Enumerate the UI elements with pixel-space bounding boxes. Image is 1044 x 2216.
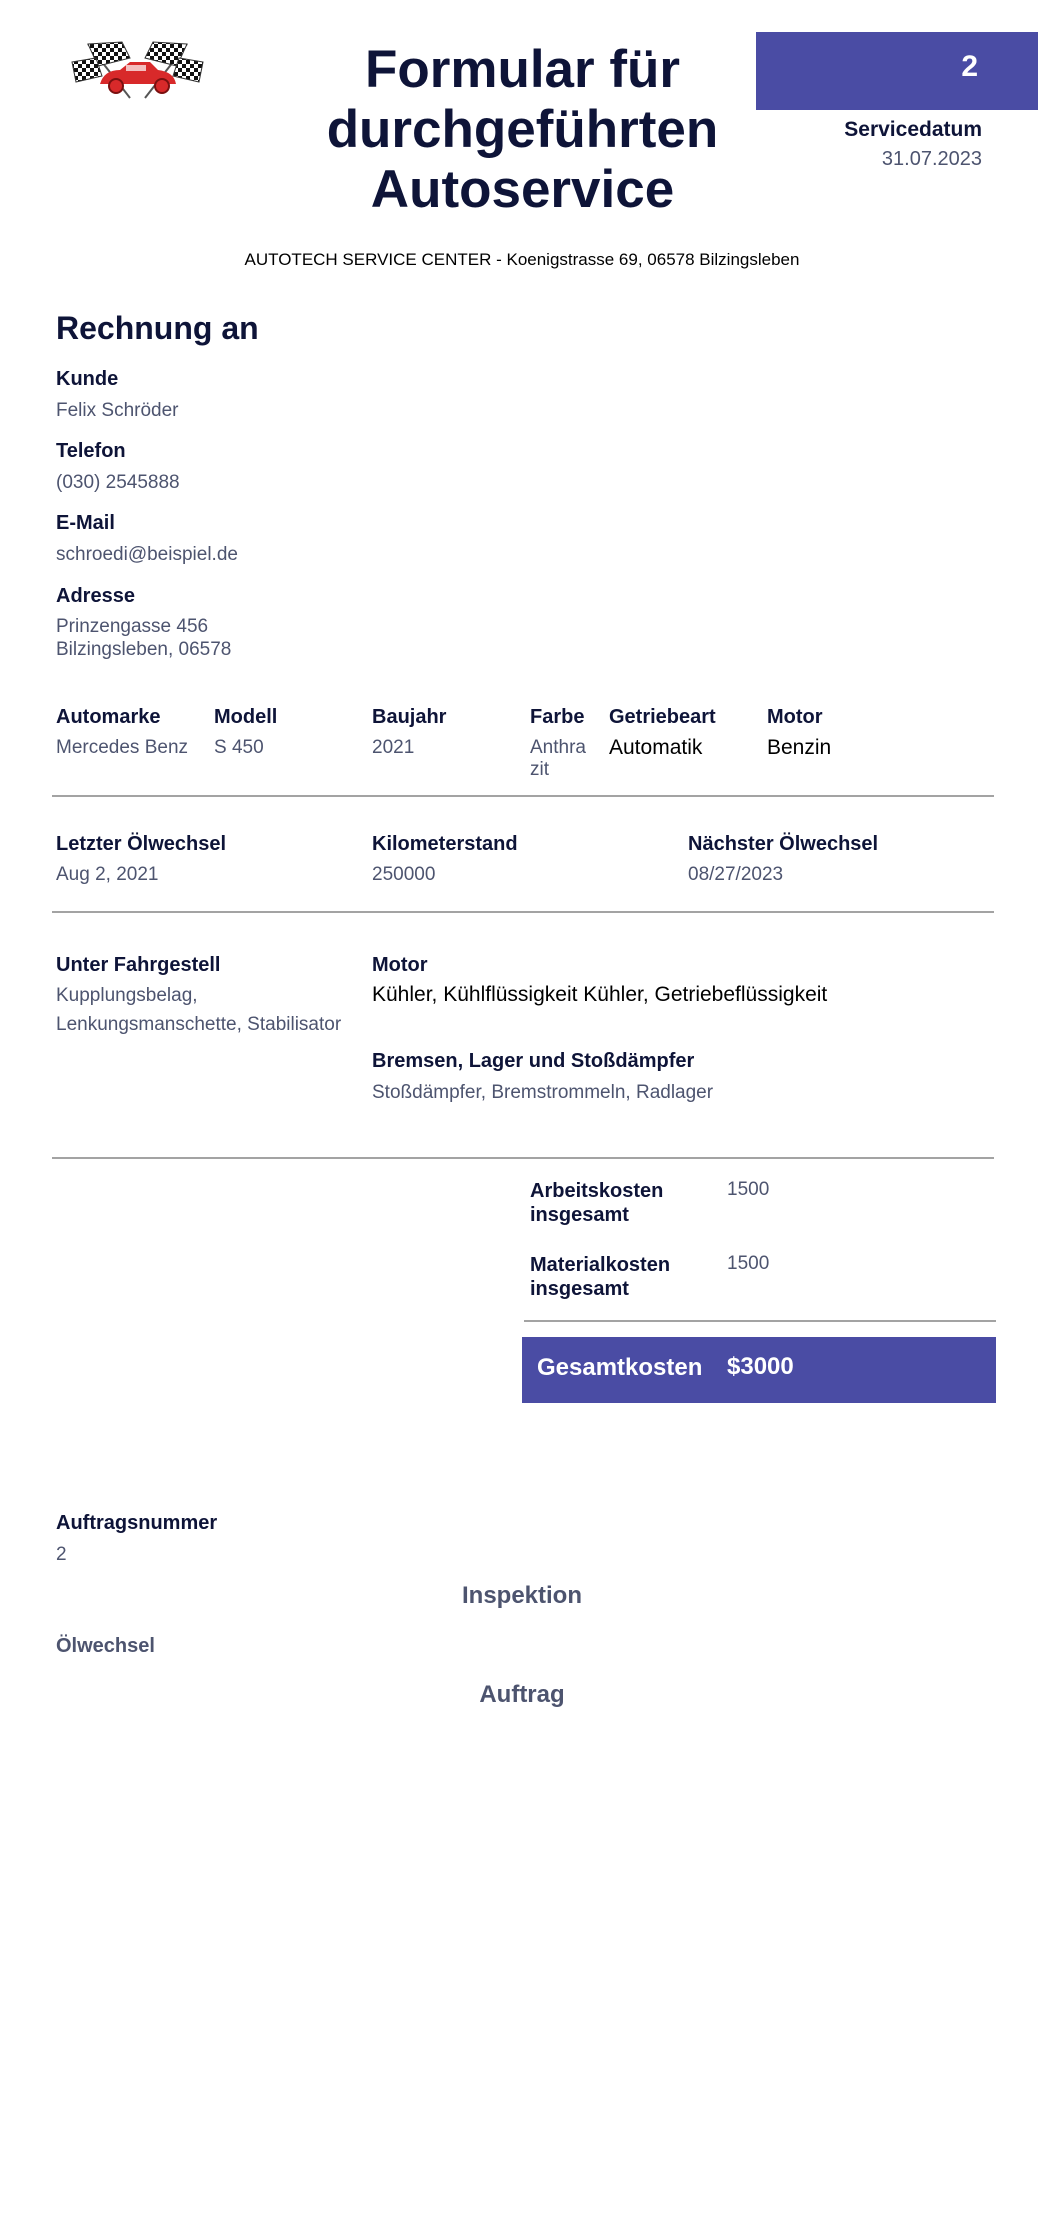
brake-services-value: Stoßdämpfer, Bremstrommeln, Radlager bbox=[372, 1082, 714, 1103]
last-oil-change bbox=[56, 833, 226, 886]
material-cost-label-line-2: insgesamt bbox=[530, 1278, 629, 1300]
last-oil-change-value: Aug 2, 2021 bbox=[56, 864, 159, 885]
vehicle-year-value: 2021 bbox=[372, 737, 415, 758]
company-address-line: AUTOTECH SERVICE CENTER - Koenigstrasse 69, 06578 Bilzingsleben bbox=[244, 250, 800, 269]
labor-cost-label bbox=[530, 1179, 663, 1227]
chassis-label: Unter Fahrgestell bbox=[56, 954, 221, 976]
mileage bbox=[372, 833, 518, 886]
vehicle-make bbox=[56, 706, 188, 759]
phone-value: (030) 2545888 bbox=[56, 472, 180, 493]
vehicle-model bbox=[214, 706, 277, 759]
customer-label: Kunde bbox=[56, 368, 119, 390]
order-heading: Auftrag bbox=[479, 1681, 565, 1708]
divider bbox=[524, 1320, 996, 1322]
vehicle-transmission-value: Automatik bbox=[609, 736, 703, 759]
engine-services-value: Kühler, Kühlflüssigkeit Kühler, Getriebeflüssigkeit bbox=[372, 983, 828, 1006]
vehicle-engine-value: Benzin bbox=[767, 736, 832, 759]
material-cost-value: 1500 bbox=[727, 1253, 770, 1274]
order-number-label: Auftragsnummer bbox=[56, 1512, 218, 1534]
engine-services-label: Motor bbox=[372, 954, 428, 976]
inspection-heading: Inspektion bbox=[461, 1582, 582, 1609]
phone-label: Telefon bbox=[56, 440, 126, 462]
service-date-label: Servicedatum bbox=[844, 118, 982, 141]
address-line-2: Bilzingsleben, 06578 bbox=[56, 639, 232, 660]
vehicle-transmission-label: Getriebeart bbox=[609, 706, 716, 728]
vehicle-model-value: S 450 bbox=[214, 737, 264, 758]
vehicle-year bbox=[372, 706, 446, 759]
service-date-value: 31.07.2023 bbox=[881, 148, 982, 170]
material-cost-label-line-1: Materialkosten bbox=[530, 1254, 671, 1276]
mileage-value: 250000 bbox=[372, 864, 436, 885]
order-number-value: 2 bbox=[56, 1544, 67, 1565]
address-line-1: Prinzengasse 456 bbox=[56, 616, 209, 637]
vehicle-make-value: Mercedes Benz bbox=[56, 737, 189, 758]
vehicle-color-value-2: zit bbox=[530, 759, 549, 780]
customer-value: Felix Schröder bbox=[56, 400, 179, 421]
total-cost-bar bbox=[522, 1337, 996, 1403]
form-number-badge: 2 bbox=[756, 32, 1038, 110]
chassis-value-2: Lenkungsmanschette, Stabilisator bbox=[56, 1014, 342, 1035]
vehicle-color bbox=[530, 706, 586, 781]
brake-services bbox=[372, 1050, 713, 1104]
bill-to-heading: Rechnung an bbox=[56, 310, 259, 346]
email-value: schroedi@beispiel.de bbox=[56, 544, 238, 565]
chassis-services bbox=[56, 954, 341, 1039]
page-title: Formular für durchgeführten Autoservice bbox=[326, 40, 719, 219]
labor-cost-value: 1500 bbox=[727, 1179, 770, 1200]
email-label: E-Mail bbox=[56, 512, 115, 534]
labor-cost-label-line-2: insgesamt bbox=[530, 1204, 629, 1226]
last-oil-change-label: Letzter Ölwechsel bbox=[56, 833, 227, 855]
labor-cost-label-line-1: Arbeitskosten bbox=[530, 1180, 664, 1202]
next-oil-change bbox=[688, 833, 878, 886]
vehicle-engine-label: Motor bbox=[767, 706, 823, 728]
vehicle-color-value-1: Anthra bbox=[530, 737, 586, 758]
next-oil-change-label: Nächster Ölwechsel bbox=[688, 833, 879, 855]
vehicle-model-label: Modell bbox=[214, 706, 278, 728]
divider bbox=[52, 911, 994, 913]
total-cost-value: $3000 bbox=[727, 1353, 794, 1380]
next-oil-change-value: 08/27/2023 bbox=[688, 864, 784, 885]
vehicle-year-label: Baujahr bbox=[372, 706, 447, 728]
vehicle-engine bbox=[767, 706, 831, 759]
vehicle-transmission bbox=[609, 706, 716, 759]
chassis-value-1: Kupplungsbelag, bbox=[56, 985, 198, 1006]
brake-services-label: Bremsen, Lager und Stoßdämpfer bbox=[372, 1050, 695, 1072]
racing-car-flags-logo bbox=[70, 40, 205, 102]
address-label: Adresse bbox=[56, 585, 135, 607]
divider bbox=[52, 795, 994, 797]
divider bbox=[52, 1157, 994, 1159]
engine-services bbox=[372, 954, 827, 1006]
total-cost-label: Gesamtkosten bbox=[537, 1354, 703, 1381]
vehicle-color-label: Farbe bbox=[530, 706, 585, 728]
mileage-label: Kilometerstand bbox=[372, 833, 518, 855]
oil-change-item: Ölwechsel bbox=[56, 1635, 155, 1657]
vehicle-make-label: Automarke bbox=[56, 706, 161, 728]
material-cost-label bbox=[530, 1253, 670, 1301]
